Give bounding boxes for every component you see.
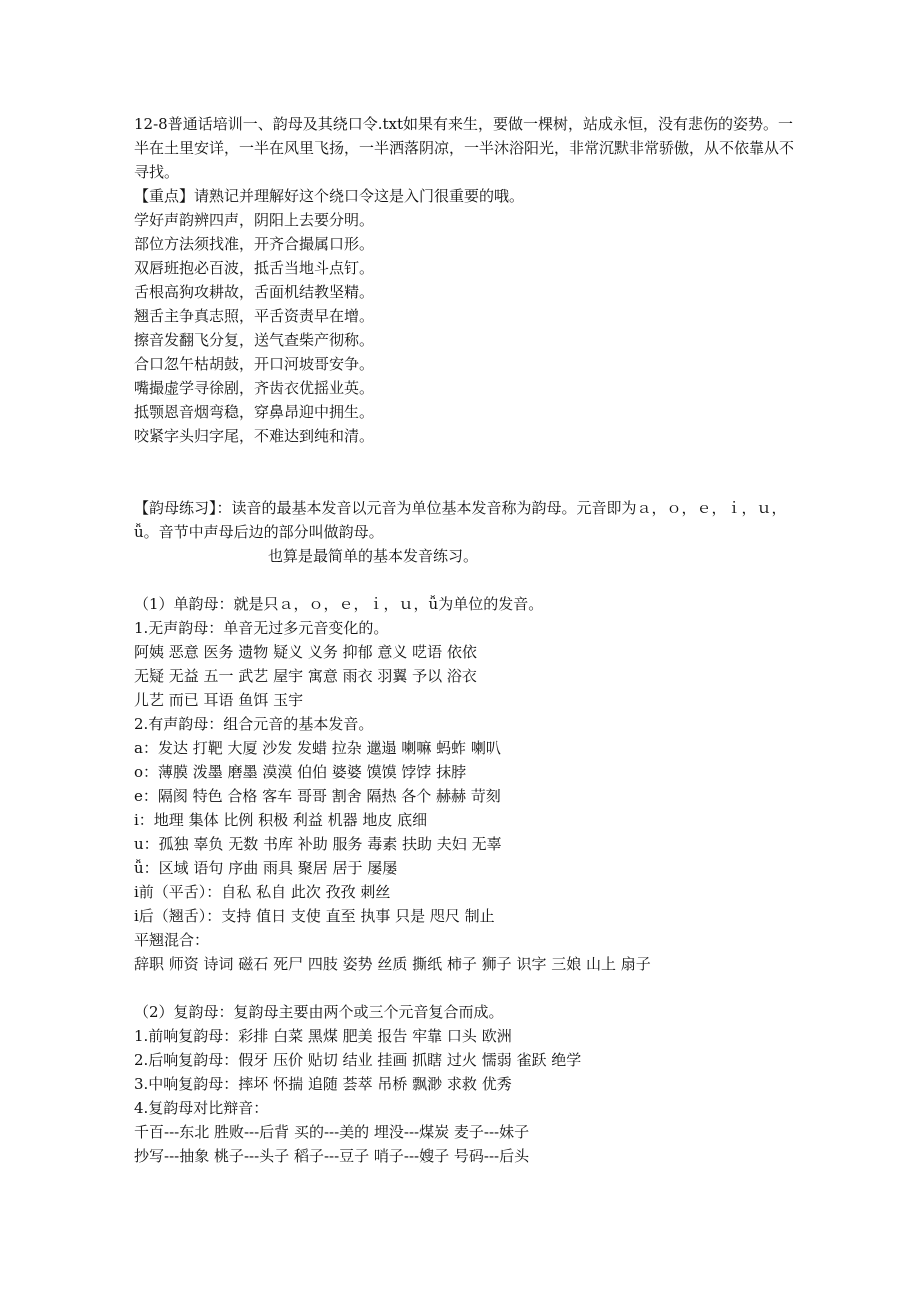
poem-line: 嘴撮虚学寻徐剧，齐齿衣优摇业英。 — [134, 379, 375, 397]
word-line: 平翘混合： — [134, 931, 210, 949]
practice-intro: 【韵母练习】：读音的最基本发音以元音为单位基本发音称为韵母。元音即为ａ，ｏ，ｅ，ｉ，ｕ，ǚ。音节中声母后边的部分叫做韵母。 — [134, 499, 787, 541]
intro-paragraph: 12-8普通话培训一、韵母及其绕口令.txt如果有来生，要做一棵树，站成永恒，没有悲伤的姿势。一半在土里安详，一半在风里飞扬，一半洒落阴凉，一半沐浴阳光，非常沉默非常骄傲，从不依靠从不寻找。 — [134, 115, 795, 181]
word-line: e：隔阂 特色 合格 客车 哥哥 割舍 隔热 各个 赫赫 苛刻 — [134, 787, 501, 805]
poem-line: 双唇班抱必百波，抵舌当地斗点钉。 — [134, 259, 375, 277]
word-line: o：薄膜 泼墨 磨墨 漠漠 伯伯 婆婆 馍馍 饽饽 抹脖 — [134, 763, 467, 781]
word-line: 阿姨 恶意 医务 遗物 疑义 义务 抑郁 意义 呓语 依依 — [134, 643, 477, 661]
word-line: 3.中响复韵母：摔坏 怀揣 追随 荟萃 吊桥 飘渺 求救 优秀 — [134, 1075, 512, 1093]
word-line: 1.前响复韵母：彩排 白菜 黑煤 肥美 报告 牢靠 口头 欧洲 — [134, 1027, 512, 1045]
poem-line: 抵颚恩音烟弯稳，穿鼻昂迎中拥生。 — [134, 403, 375, 421]
word-line: 千百---东北 胜败---后背 买的---美的 埋没---煤炭 麦子---妹子 — [134, 1123, 530, 1141]
word-line: 2.后响复韵母：假牙 压价 贴切 结业 挂画 抓瞎 过火 懦弱 雀跃 绝学 — [134, 1051, 582, 1069]
intro-section — [134, 112, 794, 448]
poem-line: 咬紧字头归字尾，不难达到纯和清。 — [134, 427, 375, 445]
word-line: i前（平舌）：自私 私自 此次 孜孜 刺丝 — [134, 883, 391, 901]
word-line: ǚ：区域 语句 序曲 雨具 聚居 居于 屡屡 — [134, 859, 398, 877]
key-point-line: 【重点】请熟记并理解好这个绕口令这是入门很重要的哦。 — [134, 187, 525, 205]
tongue-twister-poem — [134, 208, 794, 448]
word-line: 无疑 无益 五一 武艺 屋宇 寓意 雨衣 羽翼 予以 浴衣 — [134, 667, 477, 685]
word-line: i后（翘舌）：支持 值日 支使 直至 执事 只是 咫尺 制止 — [134, 907, 495, 925]
word-line: a：发达 打靶 大厦 沙发 发蜡 拉杂 邋遢 喇嘛 蚂蚱 喇叭 — [134, 739, 501, 757]
poem-line: 合口忽午枯胡鼓，开口河坡哥安争。 — [134, 355, 375, 373]
practice-intro-2: 也算是最简单的基本发音练习。 — [268, 547, 479, 565]
word-line: 4.复韵母对比辩音： — [134, 1099, 269, 1117]
subheading: 1.无声韵母：单音无过多元音变化的。 — [134, 619, 389, 637]
poem-line: 学好声韵辨四声，阴阳上去要分明。 — [134, 211, 375, 229]
poem-line: 翘舌主争真志照，平舌资责早在增。 — [134, 307, 375, 325]
word-line: u：孤独 辜负 无数 书库 补助 服务 毒素 扶助 夫妇 无辜 — [134, 835, 502, 853]
poem-line: 擦音发翻飞分复，送气查柴产彻称。 — [134, 331, 375, 349]
practice-section — [134, 496, 794, 1168]
word-line: 抄写---抽象 桃子---头子 稻子---豆子 哨子---嫂子 号码---后头 — [134, 1147, 530, 1165]
word-line: i：地理 集体 比例 积极 利益 机器 地皮 底细 — [134, 811, 428, 829]
poem-line: 舌根高狗攻耕故，舌面机结教坚精。 — [134, 283, 375, 301]
word-line: 儿艺 而已 耳语 鱼饵 玉宇 — [134, 691, 304, 709]
compound-vowel-heading: （2）复韵母：复韵母主要由两个或三个元音复合而成。 — [134, 1003, 504, 1021]
word-line: 辞职 师资 诗词 磁石 死尸 四肢 姿势 丝质 撕纸 柿子 狮子 识字 三娘 山上 扇子 — [134, 955, 651, 973]
poem-line: 部位方法须找准，开齐合撮属口形。 — [134, 235, 375, 253]
subheading: 2.有声韵母：组合元音的基本发音。 — [134, 715, 374, 733]
single-vowel-heading: （1）单韵母：就是只ａ，ｏ，ｅ，ｉ，ｕ，ǚ为单位的发音。 — [134, 595, 544, 613]
